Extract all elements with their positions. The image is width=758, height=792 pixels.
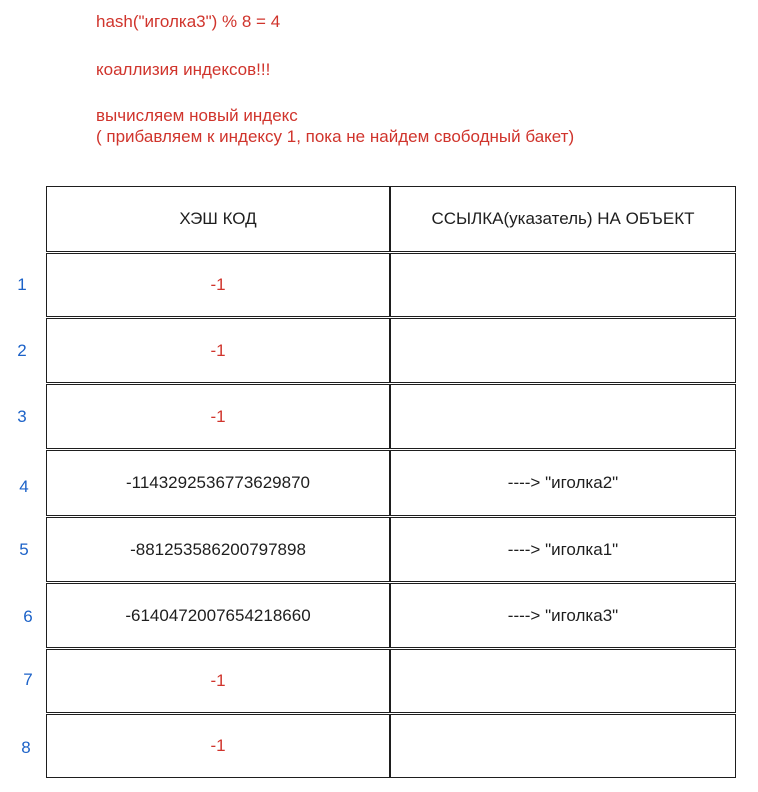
row-index-4: 4 <box>19 477 29 496</box>
hash-cell-1 <box>46 253 390 317</box>
ref-value-5: ----> "иголка1" <box>507 539 619 559</box>
ref-cell-3 <box>390 384 736 449</box>
hash-value-4: -1143292536773629870 <box>125 473 311 492</box>
row-index-7: 7 <box>23 670 33 689</box>
hash-cell-8 <box>46 714 390 778</box>
ref-cell-7 <box>390 649 736 713</box>
header-hash-cell <box>46 186 390 252</box>
row-index-1: 1 <box>17 275 27 294</box>
note-collision: коаллизия индексов!!! <box>96 60 271 79</box>
hash-value-8: -1 <box>210 736 226 755</box>
ref-value-6: ----> "иголка3" <box>507 605 619 625</box>
ref-cell-2 <box>390 318 736 383</box>
header-ref-cell <box>390 186 736 252</box>
hash-cell-4 <box>46 450 390 516</box>
hash-cell-6 <box>46 583 390 648</box>
row-index-6: 6 <box>23 607 33 626</box>
hash-value-5: -881253586200797898 <box>130 539 306 559</box>
hash-cell-3 <box>46 384 390 449</box>
note-compute-detail: ( прибавляем к индексу 1, пока не найдем свободный бакет) <box>96 127 575 146</box>
ref-cell-1 <box>390 253 736 317</box>
row-index-2: 2 <box>17 341 27 360</box>
ref-value-4: ----> "иголка2" <box>507 473 619 492</box>
hash-value-3: -1 <box>210 406 226 426</box>
note-formula: hash("иголка3") % 8 = 4 <box>96 12 281 31</box>
row-index-8: 8 <box>21 738 31 757</box>
row-index-3: 3 <box>17 407 27 426</box>
hash-value-1: -1 <box>210 275 226 294</box>
header-ref-label: ССЫЛКА(указатель) НА ОБЪЕКТ <box>431 209 695 228</box>
header-hash-label: ХЭШ КОД <box>179 209 257 228</box>
hash-cell-7 <box>46 649 390 713</box>
hash-cell-5 <box>46 517 390 582</box>
note-compute-title: вычисляем новый индекс <box>96 106 298 125</box>
hash-value-2: -1 <box>210 340 226 360</box>
ref-cell-4 <box>390 450 736 516</box>
ref-cell-6 <box>390 583 736 648</box>
hash-value-6: -6140472007654218660 <box>125 605 311 625</box>
hash-value-7: -1 <box>210 671 226 690</box>
row-index-5: 5 <box>19 540 29 559</box>
ref-cell-5 <box>390 517 736 582</box>
hash-cell-2 <box>46 318 390 383</box>
ref-cell-8 <box>390 714 736 778</box>
